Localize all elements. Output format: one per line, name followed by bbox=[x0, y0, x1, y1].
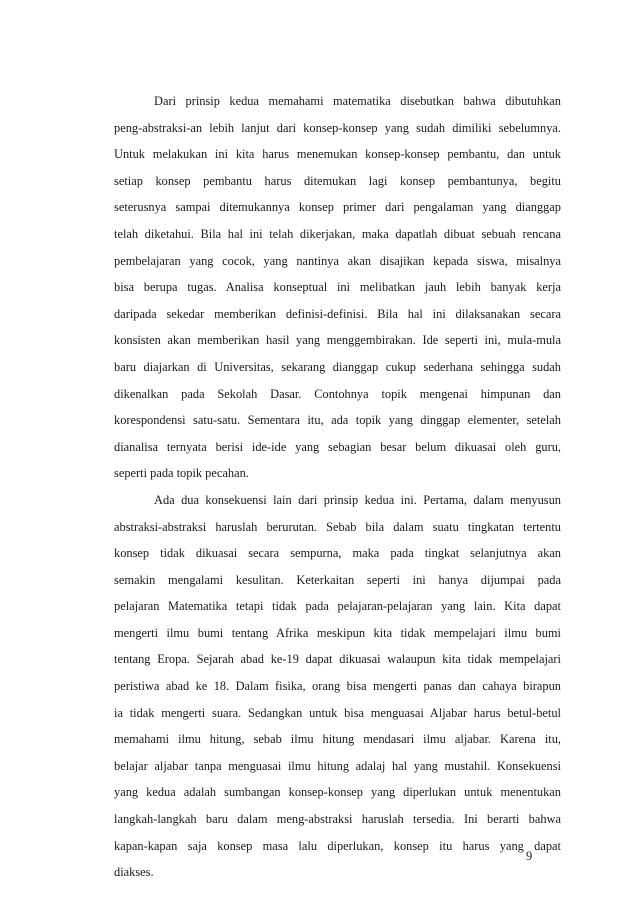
text-line: seperti pada topik pecahan. bbox=[114, 466, 249, 481]
body-text bbox=[114, 88, 561, 886]
text-line: daripada sekedar memberikan definisi-definisi. Bila hal ini dilaksanakan secara bbox=[114, 306, 561, 321]
text-line: langkah-langkah baru dalam meng-abstraksi haruslah tersedia. Ini berarti bahwa bbox=[114, 812, 561, 827]
text-line: diakses. bbox=[114, 865, 154, 880]
text-line: tentang Eropa. Sejarah abad ke-19 dapat dikuasai walaupun kita tidak mempelajari bbox=[114, 652, 561, 667]
paragraph-2 bbox=[114, 487, 561, 886]
text-line: kapan-kapan saja konsep masa lalu diperlukan, konsep itu harus yang dapat bbox=[114, 838, 561, 853]
text-line: Ada dua konsekuensi lain dari prinsip kedua ini. Pertama, dalam menyusun bbox=[154, 492, 561, 507]
text-line: peng-abstraksi-an lebih lanjut dari konsep-konsep yang sudah dimiliki sebelumnya. bbox=[114, 120, 561, 135]
text-line: seterusnya sampai ditemukannya konsep primer dari pengalaman yang dianggap bbox=[114, 200, 561, 215]
text-line: setiap konsep pembantu harus ditemukan lagi konsep pembantunya, begitu bbox=[114, 173, 561, 188]
text-line: korespondensi satu-satu. Sementara itu, ada topik yang dinggap elementer, setelah bbox=[114, 413, 561, 428]
page-number: 9 bbox=[526, 849, 533, 863]
text-line: bisa berupa tugas. Analisa konseptual ini melibatkan jauh lebih banyak kerja bbox=[114, 280, 561, 295]
text-line: Dari prinsip kedua memahami matematika disebutkan bahwa dibutuhkan bbox=[154, 94, 561, 108]
text-line: yang kedua adalah sumbangan konsep-konsep yang diperlukan untuk menentukan bbox=[114, 785, 561, 800]
text-line: belajar aljabar tanpa menguasai ilmu hitung adalaj hal yang mustahil. Konsekuensi bbox=[114, 758, 561, 773]
text-line: ia tidak mengerti suara. Sedangkan untuk bisa menguasai Aljabar harus betul-betul bbox=[114, 705, 561, 720]
text-line: mengerti ilmu bumi tentang Afrika meskipun kita tidak mempelajari ilmu bumi bbox=[114, 625, 561, 640]
text-line: baru diajarkan di Universitas, sekarang dianggap cukup sederhana sehingga sudah bbox=[114, 359, 561, 374]
paragraph-1 bbox=[114, 88, 561, 487]
text-line: peristiwa abad ke 18. Dalam fisika, orang bisa mengerti panas dan cahaya birapun bbox=[114, 679, 561, 694]
text-line: dikenalkan pada Sekolah Dasar. Contohnya topik mengenai himpunan dan bbox=[114, 386, 561, 401]
text-line: memahami ilmu hitung, sebab ilmu hitung mendasari ilmu aljabar. Karena itu, bbox=[114, 732, 561, 747]
text-line: pembelajaran yang cocok, yang nantinya akan disajikan kepada siswa, misalnya bbox=[114, 253, 561, 268]
text-line: konsisten akan memberikan hasil yang menggembirakan. Ide seperti ini, mula-mula bbox=[114, 333, 561, 348]
text-line: semakin mengalami kesulitan. Keterkaitan seperti ini hanya dijumpai pada bbox=[114, 572, 561, 587]
text-line: abstraksi-abstraksi haruslah berurutan. Sebab bila dalam suatu tingkatan tertentu bbox=[114, 519, 561, 534]
text-line: telah diketahui. Bila hal ini telah dikerjakan, maka dapatlah dibuat sebuah rencana bbox=[114, 226, 561, 241]
text-line: dianalisa ternyata berisi ide-ide yang sebagian besar belum dikuasai oleh guru, bbox=[114, 439, 561, 454]
text-line: pelajaran Matematika tetapi tidak pada pelajaran-pelajaran yang lain. Kita dapat bbox=[114, 599, 561, 614]
text-line: konsep tidak dikuasai secara sempurna, maka pada tingkat selanjutnya akan bbox=[114, 546, 561, 561]
text-line: Untuk melakukan ini kita harus menemukan konsep-konsep pembantu, dan untuk bbox=[114, 147, 561, 162]
